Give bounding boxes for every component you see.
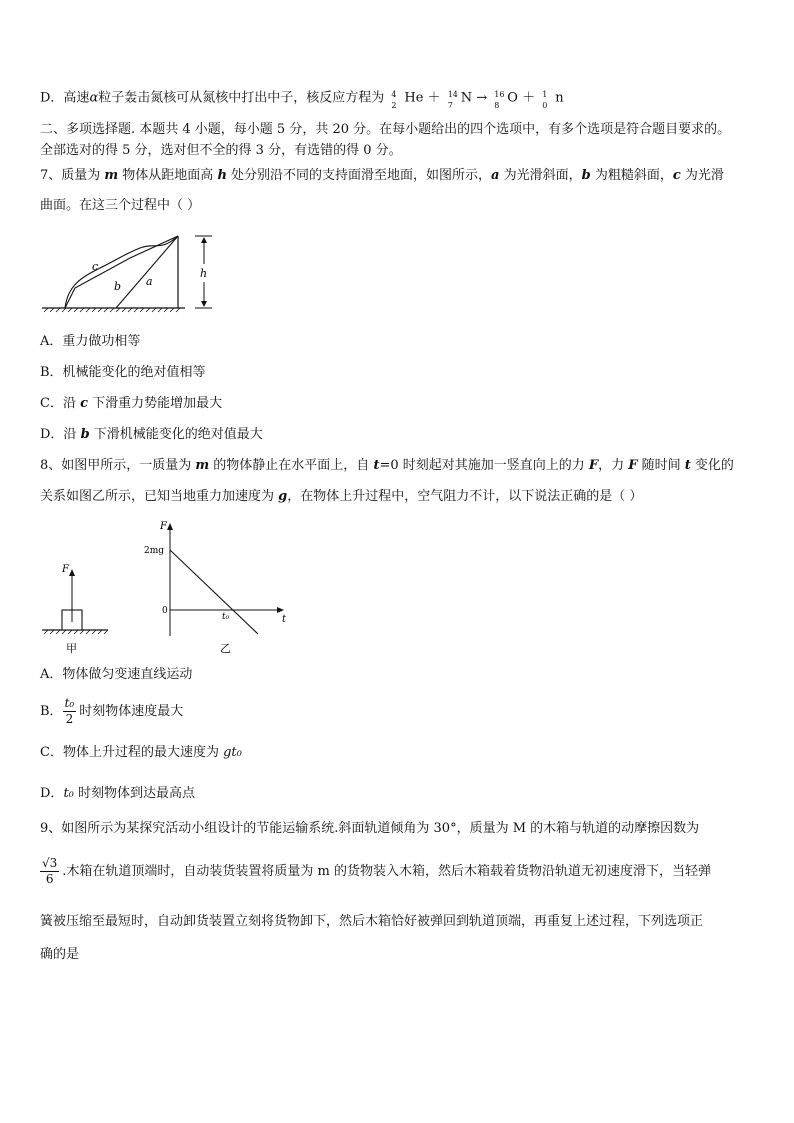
yi-label-t0: t₀ xyxy=(222,612,230,622)
fig-label-a: a xyxy=(146,275,153,288)
q9-stem-line2: $\frac{√3}{6}$ .木箱在轨道顶端时，自动装货装置将质量为 m 的货物装入木箱，然后木箱载着货物沿轨道无初速度滑下，当轻弹 xyxy=(42,856,712,886)
he-isotope: 4 2 xyxy=(391,90,397,110)
q8-figure-jia xyxy=(40,560,120,655)
fig-label-h: h xyxy=(200,267,208,280)
q9-stem-line1: 9、如图所示为某探究活动小组设计的节能运输系统.斜面轨道倾角为 30°，质量为 M 的木箱与轨道的动摩擦因数为 xyxy=(40,821,700,836)
h-arrowhead-up xyxy=(201,237,207,243)
q7-option-b: B．机械能变化的绝对值相等 xyxy=(40,365,206,380)
q8-figure-yi xyxy=(140,518,295,658)
n14-isotope: 14 7 xyxy=(447,90,458,110)
h-arrowhead-down xyxy=(201,301,207,307)
q7-stem-line2: 曲面。在这三个过程中（ ） xyxy=(40,198,201,213)
sqrt3-over-6-fraction: $\frac{√3}{6}$ xyxy=(42,856,58,886)
jia-caption: 甲 xyxy=(66,642,77,655)
slope-b xyxy=(65,236,178,308)
yi-caption: 乙 xyxy=(220,642,231,655)
q7-figure xyxy=(40,228,230,323)
q8-stem-line1: 8、如图甲所示，一质量为 m 的物体静止在水平面上，自 t=0 时刻起对其施加一竖直向上的力 F，力 F 随时间 t 变化的 xyxy=(40,458,734,473)
yi-axis-t: t xyxy=(282,614,287,625)
fig-label-b: b xyxy=(114,280,122,293)
q6-option-d: D．高速α粒子轰击氮核可从氮核中打出中子，核反应方程为 4 2 He ＋ 14 7 N → 16 8 O ＋ 1 0 n xyxy=(40,90,564,110)
slope-a xyxy=(116,236,178,308)
curve-c xyxy=(65,236,178,308)
section2-line2: 全部选对的得 5 分，选对但不全的得 3 分，有选错的得 0 分。 xyxy=(40,143,402,158)
jia-label-f: F xyxy=(62,564,69,575)
section2-line1: 二、多项选择题. 本题共 4 小题，每小题 5 分，共 20 分。在每小题给出的四个选项中，有多个选项是符合题目要求的。 xyxy=(40,122,731,137)
yi-x-arrowhead xyxy=(277,607,284,613)
q7-option-a: A．重力做功相等 xyxy=(40,334,141,349)
ground-hatch xyxy=(44,308,180,312)
yi-force-line xyxy=(170,550,258,634)
q7-option-c: C．沿 c 下滑重力势能增加最大 xyxy=(40,396,223,411)
yi-label-zero: 0 xyxy=(162,606,168,616)
q8-option-d: D．t₀ 时刻物体到达最高点 xyxy=(40,786,196,801)
yi-label-2mg: 2mg xyxy=(144,546,165,556)
q8-stem-line2: 关系如图乙所示，已知当地重力加速度为 g，在物体上升过程中，空气阻力不计，以下说法正确的是（ ） xyxy=(40,489,643,504)
t0-over-2-fraction: $\frac{\text{t₀}}{2}$ xyxy=(64,696,75,726)
q7-option-d: D．沿 b 下滑机械能变化的绝对值最大 xyxy=(40,427,263,442)
q8-option-a: A．物体做匀变速直线运动 xyxy=(40,667,193,682)
yi-axis-f: F xyxy=(160,521,167,532)
jia-force-arrowhead xyxy=(69,569,75,576)
fig-label-c: c xyxy=(92,260,99,273)
q7-stem-line1: 7、质量为 m 物体从距地面高 h 处分别沿不同的支持面滑至地面，如图所示，a 为光滑斜面，b 为粗糙斜面，c 为光滑 xyxy=(40,168,724,183)
q9-stem-line4: 确的是 xyxy=(40,947,80,962)
q8-option-b: B． $\frac{\text{t₀}}{2}$ 时刻物体速度最大 xyxy=(40,696,184,726)
neutron-isotope: 1 0 xyxy=(542,90,548,110)
o-isotope: 16 8 xyxy=(494,90,505,110)
q9-stem-line3: 簧被压缩至最短时，自动卸货装置立刻将货物卸下，然后木箱恰好被弹回到轨道顶端，再重复上述过程，下列选项正 xyxy=(40,914,704,929)
q8-option-c: C．物体上升过程的最大速度为 gt₀ xyxy=(40,745,242,760)
yi-y-arrowhead xyxy=(167,523,173,530)
